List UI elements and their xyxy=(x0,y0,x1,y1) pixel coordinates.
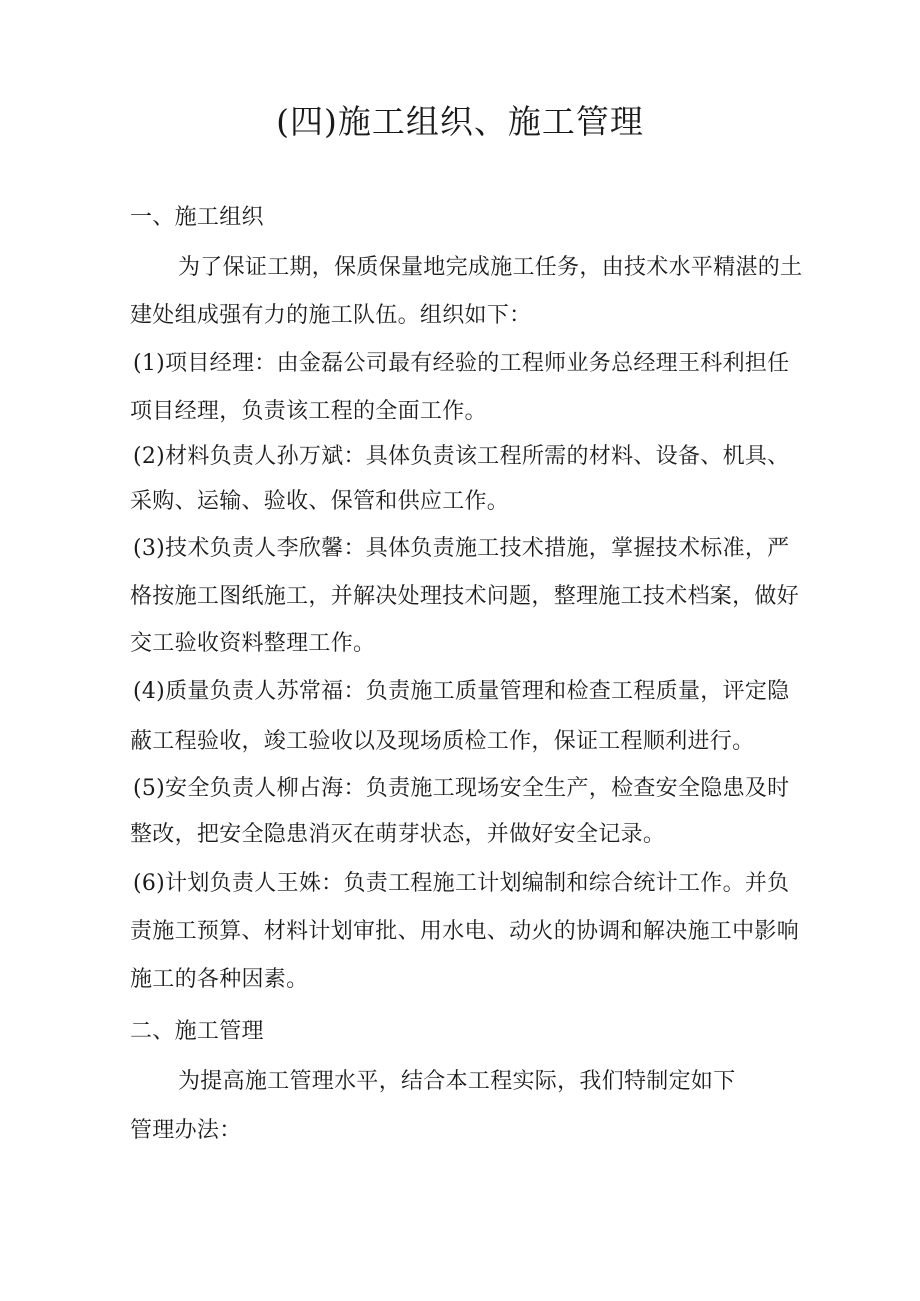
list-item-5-line: 整改，把安全隐患消灭在萌芽状态，并做好安全记录。 xyxy=(130,822,666,847)
list-item-6-line: 责施工预算、材料计划审批、用水电、动火的协调和解决施工中影响 xyxy=(130,919,800,944)
section-heading-management: 二、施工管理 xyxy=(130,1019,264,1044)
document-title: (四)施工组织、施工管理 xyxy=(276,102,644,141)
paragraph-line: 为了保证工期，保质保量地完成施工任务，由技术水平精湛的土 xyxy=(178,255,803,280)
list-item-6-line: 施工的各种因素。 xyxy=(130,967,309,992)
paragraph-line: 管理办法： xyxy=(130,1118,242,1143)
list-item-4-line: 蔽工程验收，竣工验收以及现场质检工作，保证工程顺利进行。 xyxy=(130,729,755,754)
list-item-3-line: 格按施工图纸施工，并解决处理技术问题，整理施工技术档案，做好 xyxy=(130,584,800,609)
section-heading-organization: 一、施工组织 xyxy=(130,205,264,230)
list-item-1-line: 项目经理，负责该工程的全面工作。 xyxy=(130,399,487,424)
paragraph-line: 建处组成强有力的施工队伍。组织如下： xyxy=(130,303,532,328)
list-item-3-line: (3)技术负责人李欣馨：具体负责施工技术措施，掌握技术标准，严 xyxy=(133,536,790,561)
list-item-2-line: (2)材料负责人孙万斌：具体负责该工程所需的材料、设备、机具、 xyxy=(133,444,790,469)
list-item-1-line: (1)项目经理：由金磊公司最有经验的工程师业务总经理王科利担任 xyxy=(133,351,790,376)
paragraph-line: 为提高施工管理水平，结合本工程实际，我们特制定如下 xyxy=(178,1069,736,1094)
list-item-6-line: (6)计划负责人王姝：负责工程施工计划编制和综合统计工作。并负 xyxy=(133,871,790,896)
list-item-2-line: 采购、运输、验收、保管和供应工作。 xyxy=(130,489,510,514)
list-item-3-line: 交工验收资料整理工作。 xyxy=(130,631,376,656)
list-item-5-line: (5)安全负责人柳占海：负责施工现场安全生产，检查安全隐患及时 xyxy=(133,776,790,801)
list-item-4-line: (4)质量负责人苏常福：负责施工质量管理和检查工程质量，评定隐 xyxy=(133,679,790,704)
